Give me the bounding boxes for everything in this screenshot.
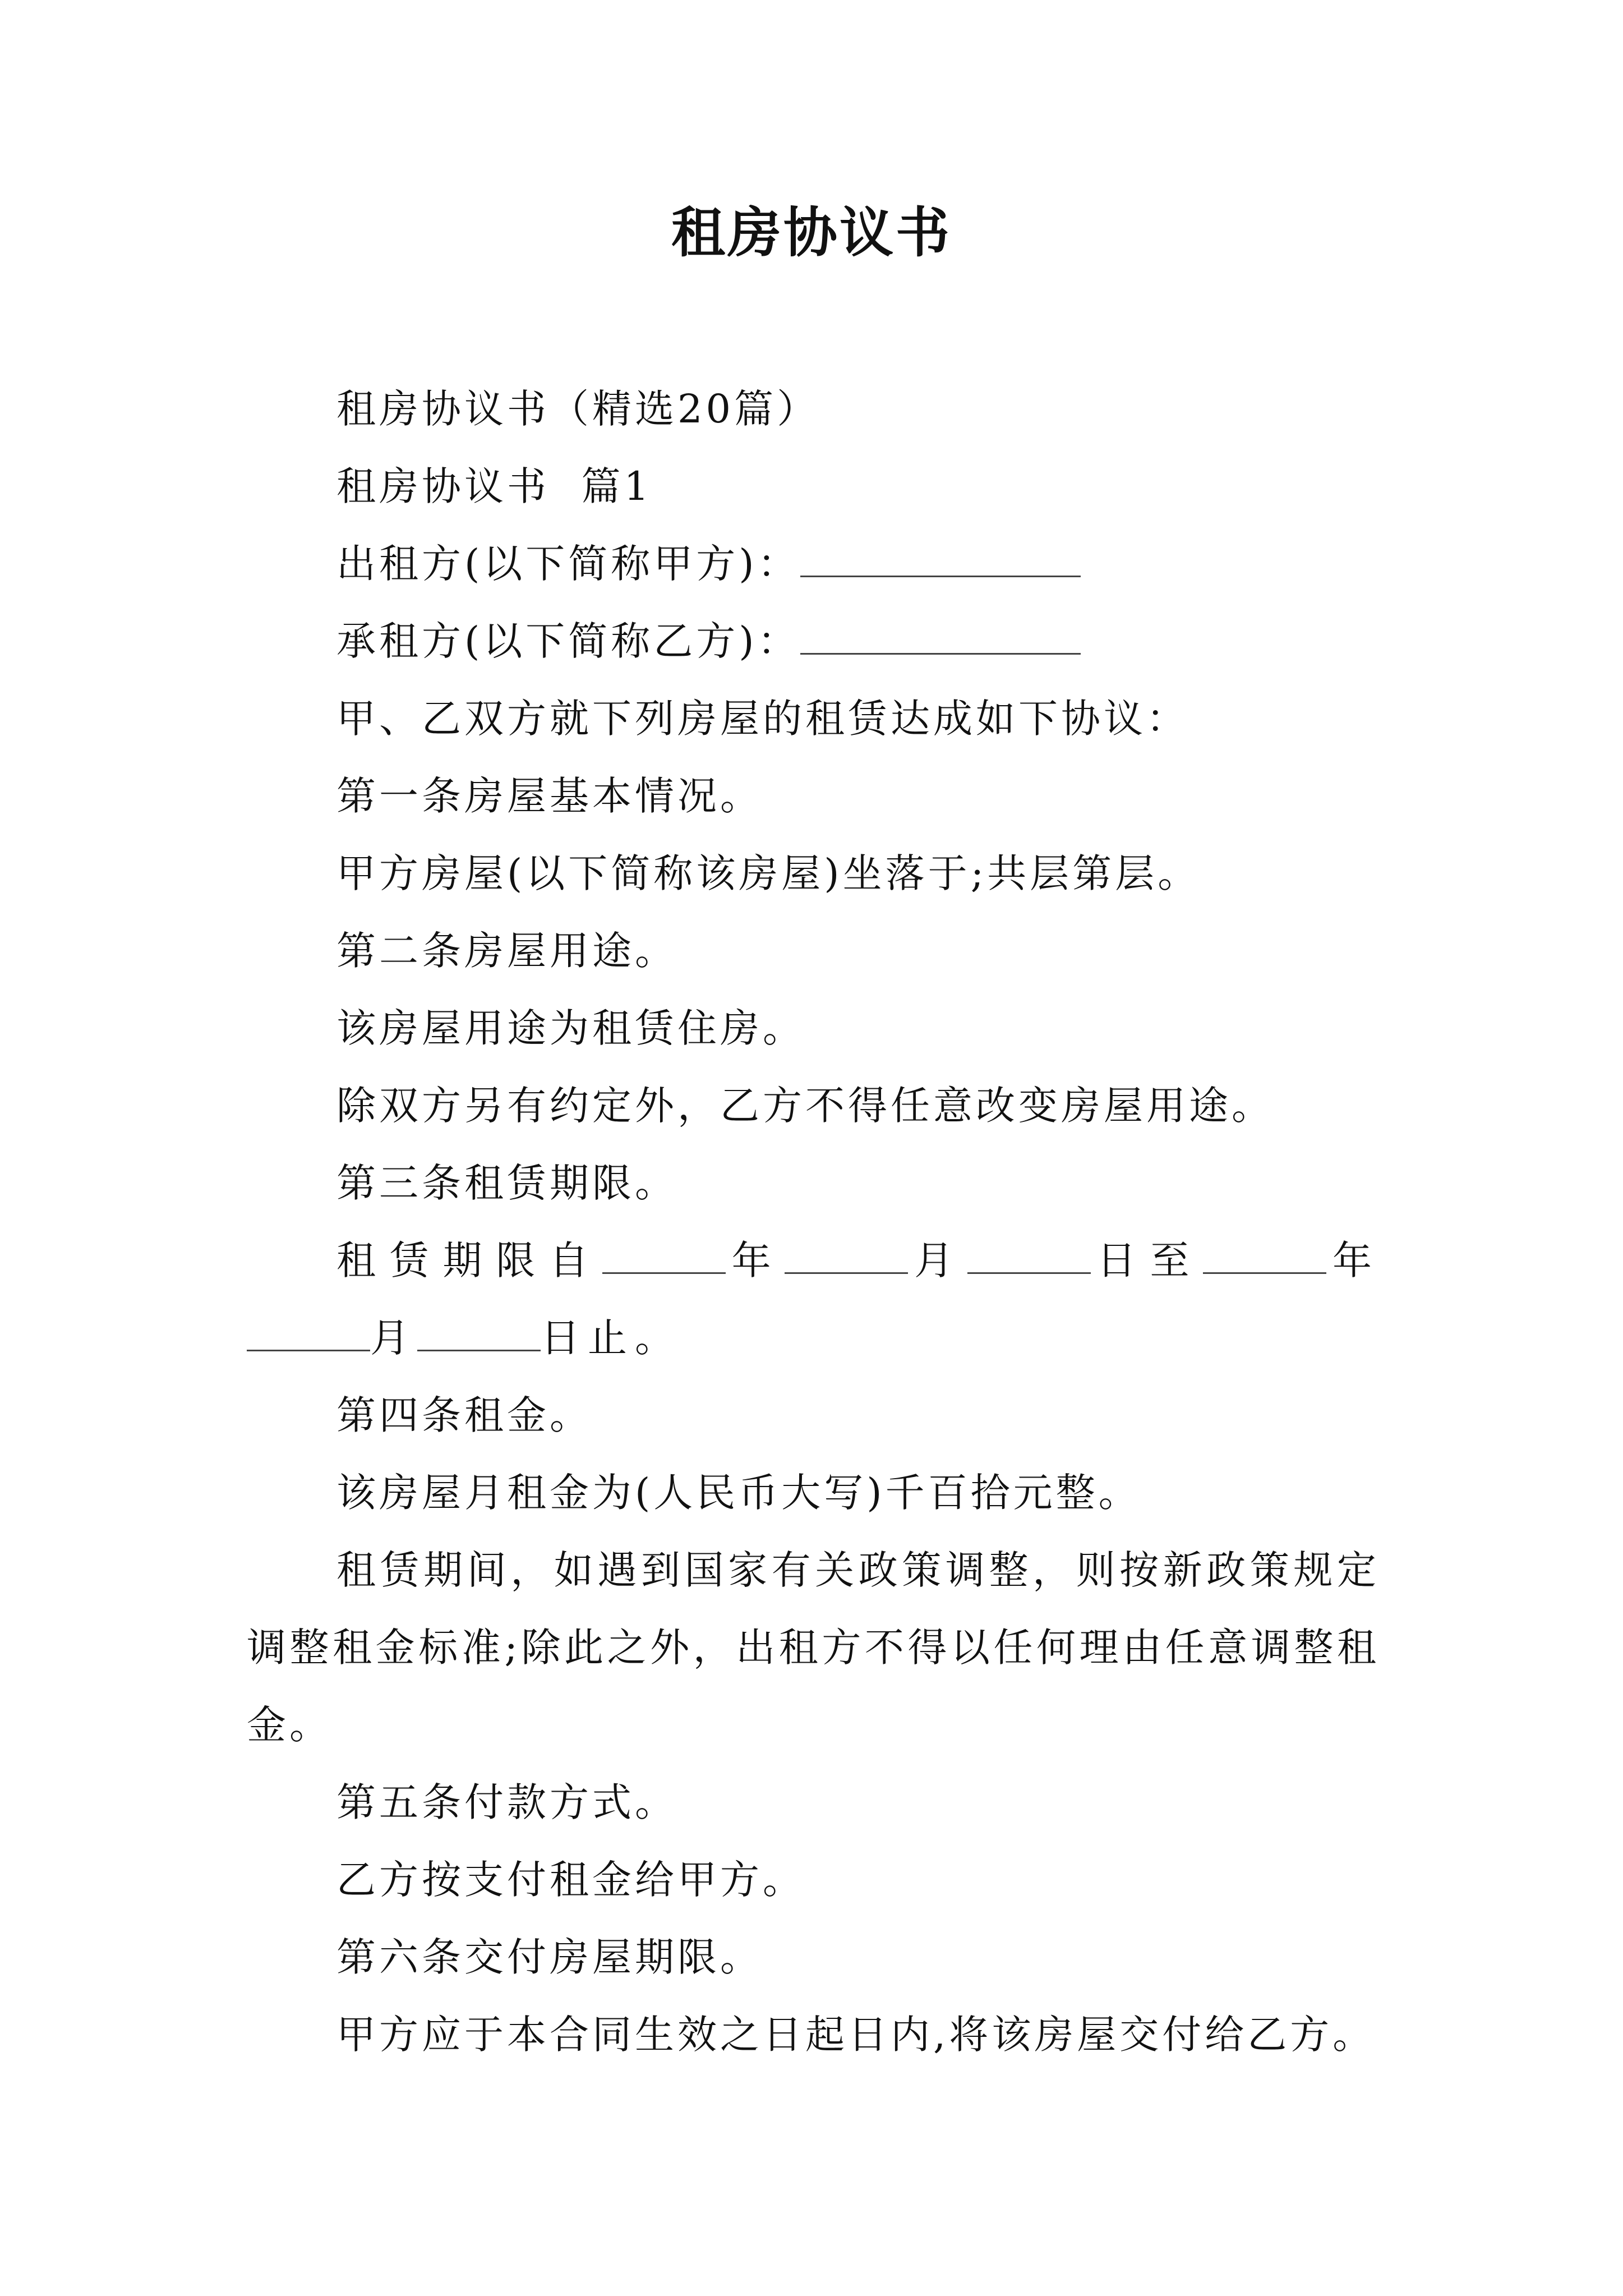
paragraph-usage-restriction: 除双方另有约定外，乙方不得任意改变房屋用途。 xyxy=(336,1083,1274,1129)
end-day-unit: 日止。 xyxy=(541,1315,682,1361)
paragraph-article-4: 第四条租金。 xyxy=(336,1392,592,1438)
start-day-blank xyxy=(967,1233,1091,1274)
lessee-label: 承租方(以下简称乙方)： xyxy=(336,618,800,664)
end-day-blank xyxy=(417,1310,541,1351)
paragraph-chapter-heading: 租房协议书 篇1 xyxy=(336,463,653,509)
document-title: 租房协议书 xyxy=(671,201,952,264)
paragraph-agreement-intro: 甲、乙双方就下列房屋的租赁达成如下协议： xyxy=(336,696,1189,742)
paragraph-house-usage: 该房屋用途为租赁住房。 xyxy=(336,1005,805,1051)
paragraph-lessor xyxy=(247,525,1380,602)
paragraph-article-5: 第五条付款方式。 xyxy=(336,1779,677,1825)
end-year-blank xyxy=(1203,1233,1326,1274)
lessor-label: 出租方(以下简称甲方)： xyxy=(336,541,800,587)
paragraph-house-location: 甲方房屋(以下简称该房屋)坐落于;共层第层。 xyxy=(336,850,1201,896)
paragraph-article-2: 第二条房屋用途。 xyxy=(336,928,677,974)
paragraph-rent-adjustment: 租赁期间，如遇到国家有关政策调整，则按新政策规定调整租金标准;除此之外，出租方不得以任何理由任意调整租金。 xyxy=(247,1547,1380,1748)
start-day-unit: 日至 xyxy=(1090,1237,1204,1283)
start-year-unit: 年 xyxy=(725,1237,785,1283)
end-month-blank xyxy=(247,1310,370,1351)
paragraph-lessee xyxy=(247,602,1380,680)
paragraph-subtitle: 租房协议书（精选20篇） xyxy=(336,386,820,432)
paragraph-lease-term xyxy=(247,1222,1380,1377)
paragraph-article-3: 第三条租赁期限。 xyxy=(336,1160,677,1206)
end-month-unit: 月 xyxy=(370,1315,417,1361)
lessee-blank xyxy=(800,614,1081,655)
lessor-blank xyxy=(800,536,1081,577)
paragraph-article-6: 第六条交付房屋期限。 xyxy=(336,1934,763,1980)
paragraph-article-1: 第一条房屋基本情况。 xyxy=(336,773,763,819)
start-month-unit: 月 xyxy=(908,1237,967,1283)
paragraph-delivery-term: 甲方应于本合同生效之日起日内,将该房屋交付给乙方。 xyxy=(336,2012,1376,2058)
lease-term-label: 租赁期限自 xyxy=(336,1237,602,1283)
end-year-unit: 年 xyxy=(1326,1237,1380,1283)
start-month-blank xyxy=(785,1233,908,1274)
paragraph-payment-method: 乙方按支付租金给甲方。 xyxy=(336,1857,805,1903)
paragraph-monthly-rent: 该房屋月租金为(人民币大写)千百拾元整。 xyxy=(336,1470,1141,1516)
document-body xyxy=(247,370,1380,2073)
start-year-blank xyxy=(602,1233,726,1274)
